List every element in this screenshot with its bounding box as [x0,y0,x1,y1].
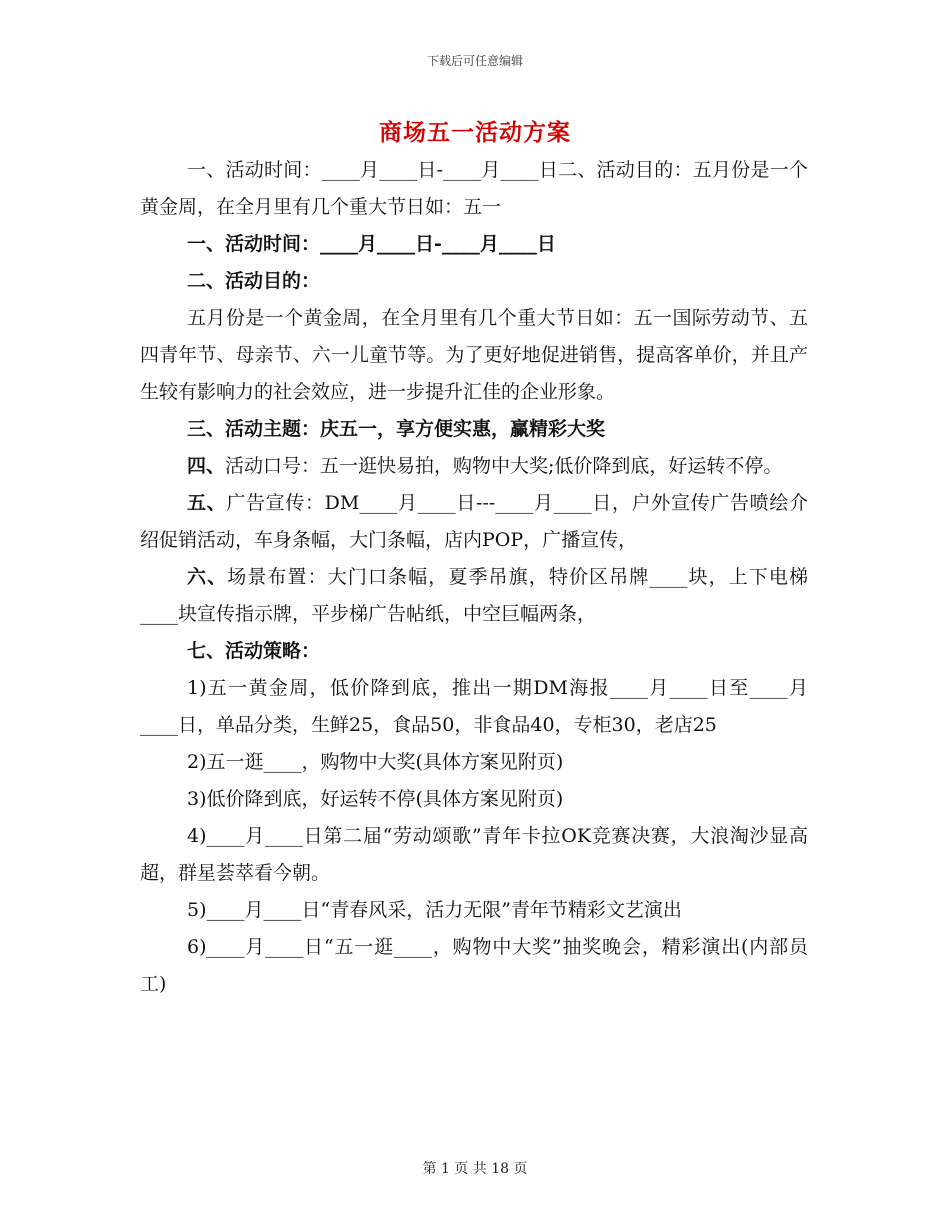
paragraph-intro-summary: 一、活动时间：____月____日-____月____日二、活动目的：五月份是一个黄金周，在全月里有几个重大节日如：五一 [140,159,808,218]
section-scene-layout [140,559,808,633]
document-title: 商场五一活动方案 [379,119,571,146]
scene-layout-lead: 六、 [187,566,228,588]
paragraph-activity-goal: 五月份是一个黄金周，在全月里有几个重大节日如：五一国际劳动节、五四青年节、母亲节、六一儿童节等。为了更好地促进销售，提高客单价，并且产生较有影响力的社会效应，进一步提升汇佳的企业形象。 [140,307,808,403]
slogan-lead: 四、 [187,455,226,477]
page-header: 下载后可任意编辑 [426,54,523,68]
strategy-item-1: 1)五一黄金周，低价降到底，推出一期DM海报____月____日至____月____日，单品分类，生鲜25，食品50，非食品40，专柜30，老店25 [140,677,808,736]
page-footer: 第 1 页 共 18 页 [422,1161,528,1177]
section-activity-goal-heading: 二、活动目的： [187,270,321,292]
section-advertising [140,485,808,559]
scene-layout-text: 场景布置：大门口条幅，夏季吊旗，特价区吊牌____块，上下电梯____块宣传指示牌，平步梯广告帖纸，中空巨幅两条， [140,566,808,625]
strategy-item-2: 2)五一逛____，购物中大奖(具体方案见附页) [187,751,564,773]
strategy-item-3: 3)低价降到底，好运转不停(具体方案见附页) [187,788,564,810]
strategy-item-4: 4)____月____日第二届“劳动颂歌”青年卡拉OK竞赛决赛，大浪淘沙显高超，群星荟萃看今朝。 [140,825,808,884]
strategy-item-5: 5)____月____日“青春风采，活力无限”青年节精彩文艺演出 [187,899,682,921]
section-activity-time: 一、活动时间：____月____日-____月____日 [187,233,556,255]
advertising-text: 广告宣传：DM____月____日---____月____日，户外宣传广告喷绘介绍促销活动，车身条幅，大门条幅，店内POP，广播宣传， [140,492,808,551]
section-strategy-heading: 七、活动策略： [187,640,321,662]
section-activity-theme: 三、活动主题：庆五一，享方便实惠，赢精彩大奖 [187,418,606,440]
section-activity-slogan [140,448,808,485]
advertising-lead: 五、 [187,492,227,514]
slogan-text: 活动口号：五一逛快易拍，购物中大奖;低价降到底，好运转不停。 [225,455,783,477]
document-body [140,152,808,1003]
strategy-item-6: 6)____月____日“五一逛____，购物中大奖”抽奖晚会，精彩演出(内部员工) [140,936,808,995]
